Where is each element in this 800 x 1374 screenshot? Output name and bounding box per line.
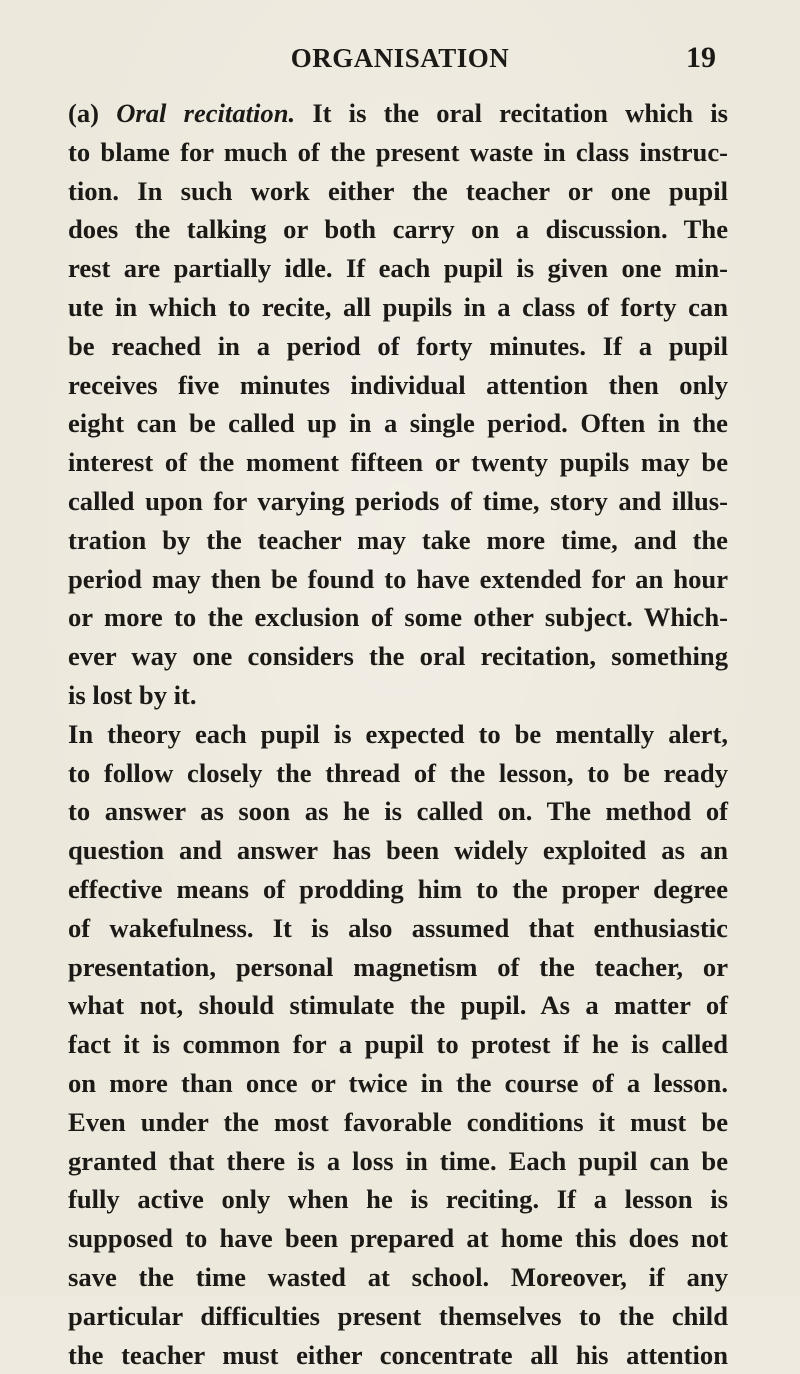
text-line-content: It is the oral recitation which is — [312, 98, 728, 128]
text-line: particular difficulties present themselves to the child — [68, 1297, 728, 1336]
paragraph-theory — [68, 715, 728, 1374]
text-line: called upon for varying periods of time, story and illus- — [68, 482, 728, 521]
chapter-title: ORGANISATION — [0, 38, 800, 78]
text-line: be reached in a period of forty minutes. If a pupil — [68, 327, 728, 366]
section-label: (a) — [68, 98, 99, 128]
text-line: granted that there is a loss in time. Each pupil can be — [68, 1142, 728, 1181]
text-line: tration by the teacher may take more time, and the — [68, 521, 728, 560]
text-line: of wakefulness. It is also assumed that enthusiastic — [68, 909, 728, 948]
section-heading: Oral recitation. — [116, 98, 295, 128]
text-line: does the talking or both carry on a discussion. The — [68, 210, 728, 249]
page-number: 19 — [686, 38, 716, 78]
text-line: fully active only when he is reciting. If a lesson is — [68, 1180, 728, 1219]
text-line: eight can be called up in a single period. Often in the — [68, 404, 728, 443]
text-line: the teacher must either concentrate all his attention — [68, 1336, 728, 1374]
text-line: interest of the moment fifteen or twenty pupils may be — [68, 443, 728, 482]
text-line: or more to the exclusion of some other subject. Which- — [68, 598, 728, 637]
text-line: Even under the most favorable conditions it must be — [68, 1103, 728, 1142]
text-line: supposed to have been prepared at home this does not — [68, 1219, 728, 1258]
text-line: to answer as soon as he is called on. The method of — [68, 792, 728, 831]
text-line: rest are partially idle. If each pupil is given one min- — [68, 249, 728, 288]
text-line: receives five minutes individual attention then only — [68, 366, 728, 405]
text-line — [68, 94, 728, 133]
text-line: period may then be found to have extended for an hour — [68, 560, 728, 599]
text-line: In theory each pupil is expected to be mentally alert, — [68, 715, 728, 754]
text-line: ever way one considers the oral recitation, something — [68, 637, 728, 676]
text-line: effective means of prodding him to the proper degree — [68, 870, 728, 909]
text-line: question and answer has been widely exploited as an — [68, 831, 728, 870]
text-line: ute in which to recite, all pupils in a class of forty can — [68, 288, 728, 327]
body-text — [68, 94, 728, 1374]
text-line: to blame for much of the present waste in class instruc- — [68, 133, 728, 172]
text-line: what not, should stimulate the pupil. As a matter of — [68, 986, 728, 1025]
running-head — [0, 38, 800, 78]
text-line: save the time wasted at school. Moreover, if any — [68, 1258, 728, 1297]
text-line: to follow closely the thread of the lesson, to be ready — [68, 754, 728, 793]
text-line: on more than once or twice in the course of a lesson. — [68, 1064, 728, 1103]
paragraph-oral-recitation — [68, 94, 728, 715]
text-line: fact it is common for a pupil to protest if he is called — [68, 1025, 728, 1064]
text-line: presentation, personal magnetism of the teacher, or — [68, 948, 728, 987]
text-line: is lost by it. — [68, 676, 728, 715]
text-line: tion. In such work either the teacher or one pupil — [68, 172, 728, 211]
